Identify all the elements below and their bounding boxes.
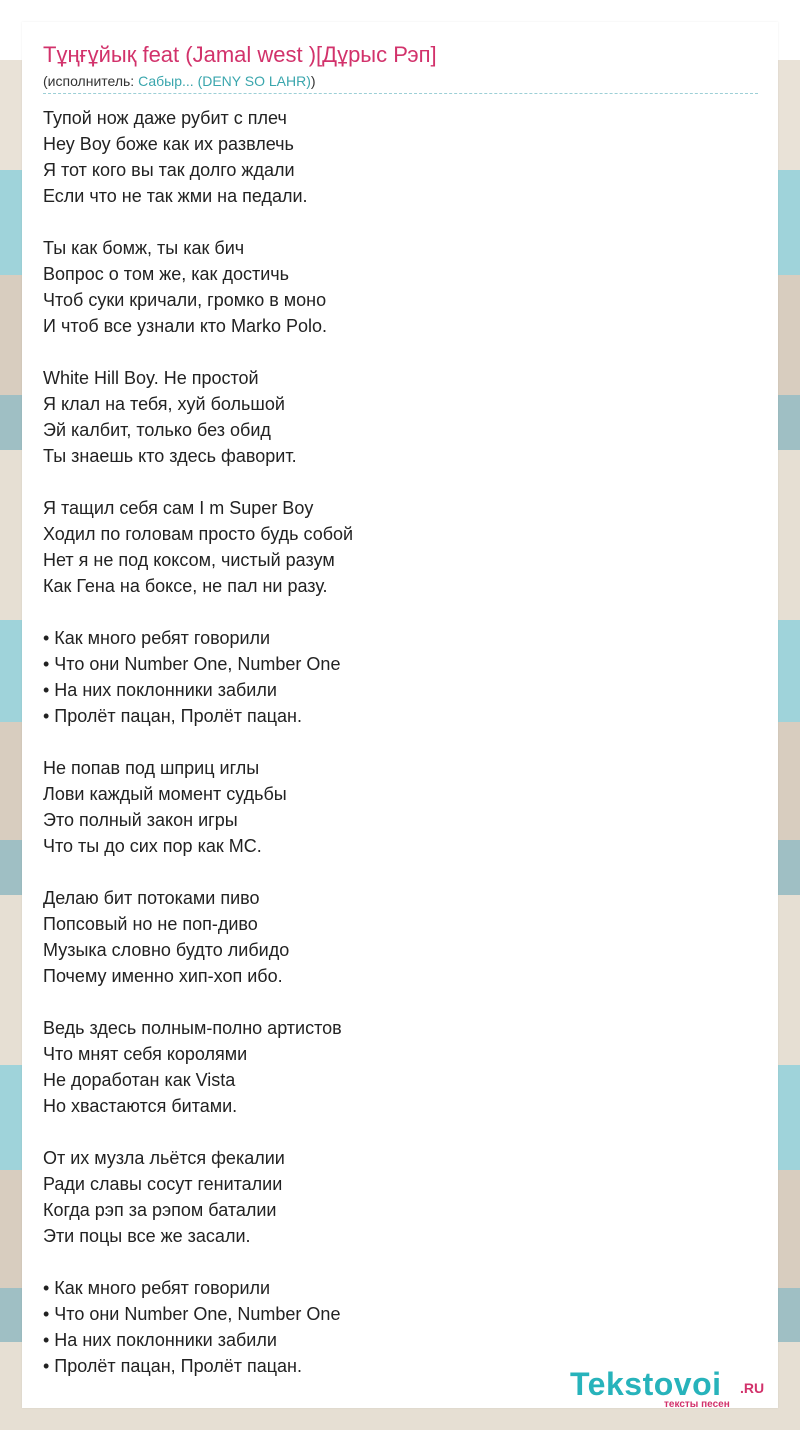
lyric-line: Я тот кого вы так долго ждали bbox=[43, 160, 295, 180]
lyric-line: Но хвастаются битами. bbox=[43, 1096, 238, 1116]
lyric-line: Ходил по головам просто будь собой bbox=[43, 524, 354, 544]
lyrics-stanza bbox=[43, 235, 743, 339]
artist-suffix: ) bbox=[310, 73, 316, 89]
lyric-line: • Как много ребят говорили bbox=[43, 1278, 271, 1298]
artist-link[interactable]: Сабыр... (DENY SO LAHR) bbox=[138, 73, 311, 89]
lyrics-stanza bbox=[43, 1145, 743, 1249]
lyric-line: • Что они Number One, Number One bbox=[43, 654, 341, 674]
lyric-line: Я клал на тебя, хуй большой bbox=[43, 394, 285, 414]
lyric-line: И чтоб все узнали кто Marko Polo. bbox=[43, 316, 327, 336]
lyric-line: Чтоб суки кричали, громко в моно bbox=[43, 290, 327, 310]
lyrics-stanza bbox=[43, 495, 743, 599]
lyrics-stanza bbox=[43, 365, 743, 469]
site-logo[interactable] bbox=[570, 1366, 780, 1410]
lyric-line: Лови каждый момент судьбы bbox=[43, 784, 287, 804]
lyric-line: White Hill Boy. Не простой bbox=[43, 368, 259, 388]
lyric-line: Эй калбит, только без обид bbox=[43, 420, 271, 440]
lyrics-stanza bbox=[43, 105, 743, 209]
lyric-line: Ты как бомж, ты как бич bbox=[43, 238, 245, 258]
lyrics-stanza bbox=[43, 625, 743, 729]
lyric-line: Как Гена на боксе, не пал ни разу. bbox=[43, 576, 328, 596]
lyric-line: От их музла льётся фекалии bbox=[43, 1148, 285, 1168]
lyric-line: Когда рэп за рэпом баталии bbox=[43, 1200, 277, 1220]
lyric-line: • Пролёт пацан, Пролёт пацан. bbox=[43, 706, 302, 726]
lyric-line: Нет я не под коксом, чистый разум bbox=[43, 550, 335, 570]
lyric-line: • Пролёт пацан, Пролёт пацан. bbox=[43, 1356, 302, 1376]
lyric-line: • На них поклонники забили bbox=[43, 1330, 277, 1350]
lyric-line: • Как много ребят говорили bbox=[43, 628, 271, 648]
artist-prefix: (исполнитель: bbox=[43, 73, 139, 89]
artist-line bbox=[43, 73, 316, 89]
lyrics-body bbox=[43, 105, 743, 1405]
lyric-line: Делаю бит потоками пиво bbox=[43, 888, 260, 908]
lyric-line: • Что они Number One, Number One bbox=[43, 1304, 341, 1324]
lyric-line: Ты знаешь кто здесь фаворит. bbox=[43, 446, 297, 466]
lyrics-stanza bbox=[43, 1015, 743, 1119]
lyric-line: Неу Воу боже как их развлечь bbox=[43, 134, 294, 154]
lyric-line: Не попав под шприц иглы bbox=[43, 758, 260, 778]
title-divider bbox=[43, 93, 758, 94]
lyric-line: Вопрос о том же, как достичь bbox=[43, 264, 290, 284]
lyric-line: Тупой нож даже рубит с плеч bbox=[43, 108, 287, 128]
lyric-line: Я тащил себя сам I m Super Boy bbox=[43, 498, 314, 518]
logo-tagline: тексты песен bbox=[664, 1399, 730, 1410]
logo-domain: .RU bbox=[740, 1380, 765, 1396]
lyric-line: Почему именно хип-хоп ибо. bbox=[43, 966, 283, 986]
lyrics-stanza bbox=[43, 885, 743, 989]
logo-wordmark: Tekstovoi bbox=[570, 1366, 722, 1402]
lyric-line: Это полный закон игры bbox=[43, 810, 238, 830]
lyric-line: Эти поцы все же засали. bbox=[43, 1226, 251, 1246]
lyric-line: Что мнят себя королями bbox=[43, 1044, 248, 1064]
song-title: Тұңғұйық feat (Jamal west )[Дұрыс Рэп] bbox=[43, 42, 437, 67]
lyric-line: Ради славы сосут гениталии bbox=[43, 1174, 283, 1194]
lyrics-stanza bbox=[43, 1275, 743, 1379]
lyric-line: Ведь здесь полным-полно артистов bbox=[43, 1018, 342, 1038]
lyrics-panel bbox=[22, 22, 778, 1408]
lyrics-stanza bbox=[43, 755, 743, 859]
lyric-line: Если что не так жми на педали. bbox=[43, 186, 308, 206]
lyric-line: Музыка словно будто либидо bbox=[43, 940, 290, 960]
lyric-line: • На них поклонники забили bbox=[43, 680, 277, 700]
lyric-line: Что ты до сих пор как МС. bbox=[43, 836, 262, 856]
lyric-line: Не доработан как Vista bbox=[43, 1070, 236, 1090]
lyric-line: Попсовый но не поп-диво bbox=[43, 914, 258, 934]
